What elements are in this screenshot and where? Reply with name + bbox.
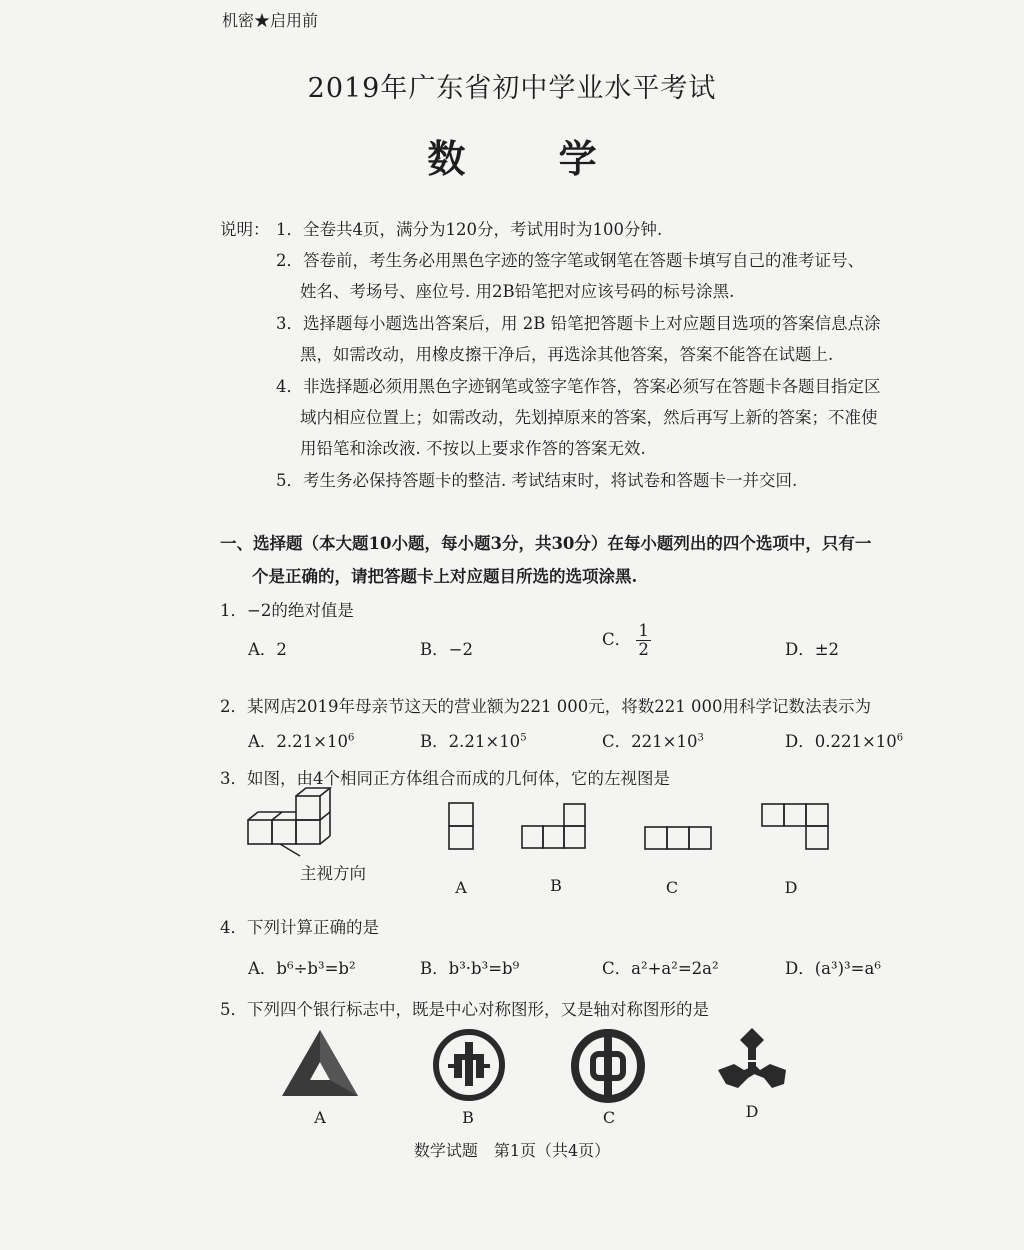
- note-line-9: 5．考生务必保持答题卡的整洁. 考试结束时，将试卷和答题卡一并交回.: [276, 471, 798, 490]
- q3-label-c: C: [665, 878, 679, 897]
- q1-fraction-num: 1: [638, 621, 649, 640]
- q5-label-d: D: [745, 1102, 759, 1121]
- q4-stem: 4．下列计算正确的是: [220, 918, 379, 937]
- bank-logo-b-icon: [432, 1028, 506, 1102]
- q1-stem: 1．−2的绝对值是: [220, 601, 354, 620]
- q1-option-c-prefix: C．: [602, 630, 632, 649]
- q3-option-d-figure: [761, 803, 829, 851]
- q2-option-a: [248, 728, 354, 752]
- q3-label-b: B: [550, 876, 562, 895]
- q3-caption: 主视方向: [300, 864, 366, 883]
- note-line-5: 黑，如需改动，用橡皮擦干净后，再选涂其他答案，答案不能答在试题上.: [300, 345, 834, 364]
- subject-title: 数 学: [427, 136, 637, 181]
- q2-a-base: A．2.21×10: [248, 732, 348, 751]
- bank-logo-d-icon: [710, 1026, 794, 1102]
- q4-option-b: B．b³·b³=b⁹: [420, 959, 520, 978]
- q1-option-a: A．2: [248, 640, 287, 659]
- section-header: 一、选择题（本大题10小题，每小题3分，共30分）在每小题列出的四个选项中，只有一: [220, 534, 872, 553]
- q5-label-b: B: [462, 1108, 474, 1127]
- note-line-3: 姓名、考场号、座位号. 用2B铅笔把对应该号码的标号涂黑.: [300, 282, 735, 301]
- q2-c-base: C．221×10: [602, 732, 698, 751]
- q4-option-c: C．a²+a²=2a²: [602, 959, 719, 978]
- q2-option-d: [785, 728, 903, 752]
- q3-option-b-figure: [521, 803, 587, 849]
- q3-solid-figure: [240, 790, 330, 860]
- q2-b-base: B．2.21×10: [420, 732, 521, 751]
- note-line-6: 4．非选择题必须用黑色字迹钢笔或签字笔作答，答案必须写在答题卡各题目指定区: [276, 377, 881, 396]
- note-line-2: 2．答卷前，考生务必用黑色字迹的签字笔或钢笔在答题卡填写自己的准考证号、: [276, 251, 864, 270]
- q1-fraction: [636, 622, 651, 659]
- q3-option-a-figure: [448, 802, 474, 850]
- exam-title: 2019年广东省初中学业水平考试: [307, 73, 717, 104]
- notes-head: 说明：: [220, 220, 270, 239]
- bank-logo-a-triangle-icon: [280, 1028, 360, 1098]
- section-header-line2: 个是正确的，请把答题卡上对应题目所选的选项涂黑.: [252, 567, 638, 586]
- q2-d-exp: 6: [896, 732, 904, 744]
- q4-option-a: A．b⁶÷b³=b²: [248, 959, 356, 978]
- q2-stem: 2．某网店2019年母亲节这天的营业额为221 000元，将数221 000用科学记数法表示为: [220, 697, 871, 716]
- note-line-8: 用铅笔和涂改液. 不按以上要求作答的答案无效.: [300, 439, 646, 458]
- q3-option-c-figure: [644, 826, 712, 850]
- note-line-7: 域内相应位置上；如需改动，先划掉原来的答案，然后再写上新的答案；不准使: [300, 408, 878, 427]
- q5-label-c: C: [602, 1108, 616, 1127]
- q1-fraction-den: 2: [638, 640, 649, 659]
- q3-label-d: D: [784, 878, 798, 897]
- q2-option-c: [602, 728, 704, 752]
- confidential-mark: 机密★启用前: [222, 11, 319, 30]
- bank-logo-c-icon: [570, 1028, 646, 1104]
- page-footer: 数学试题 第1页（共4页）: [413, 1141, 611, 1160]
- note-line-1: 1．全卷共4页，满分为120分，考试用时为100分钟.: [276, 220, 663, 239]
- q2-b-exp: 5: [520, 732, 527, 744]
- q2-option-b: [420, 728, 527, 752]
- q5-label-a: A: [314, 1108, 326, 1127]
- q2-c-exp: 3: [697, 732, 704, 744]
- q2-d-base: D．0.221×10: [785, 732, 897, 751]
- q1-option-d: D．±2: [785, 640, 840, 659]
- note-line-4: 3．选择题每小题选出答案后，用 2B 铅笔把答题卡上对应题目选项的答案信息点涂: [276, 314, 881, 333]
- q2-a-exp: 6: [347, 732, 355, 744]
- q3-label-a: A: [455, 878, 467, 897]
- q4-option-d: D．(a³)³=a⁶: [785, 959, 881, 978]
- q1-option-b: B．−2: [420, 640, 473, 659]
- q3-stem: 3．如图，由4个相同正方体组合而成的几何体，它的左视图是: [220, 769, 670, 788]
- q1-option-c: [602, 622, 651, 659]
- q5-stem: 5．下列四个银行标志中，既是中心对称图形，又是轴对称图形的是: [220, 1000, 709, 1019]
